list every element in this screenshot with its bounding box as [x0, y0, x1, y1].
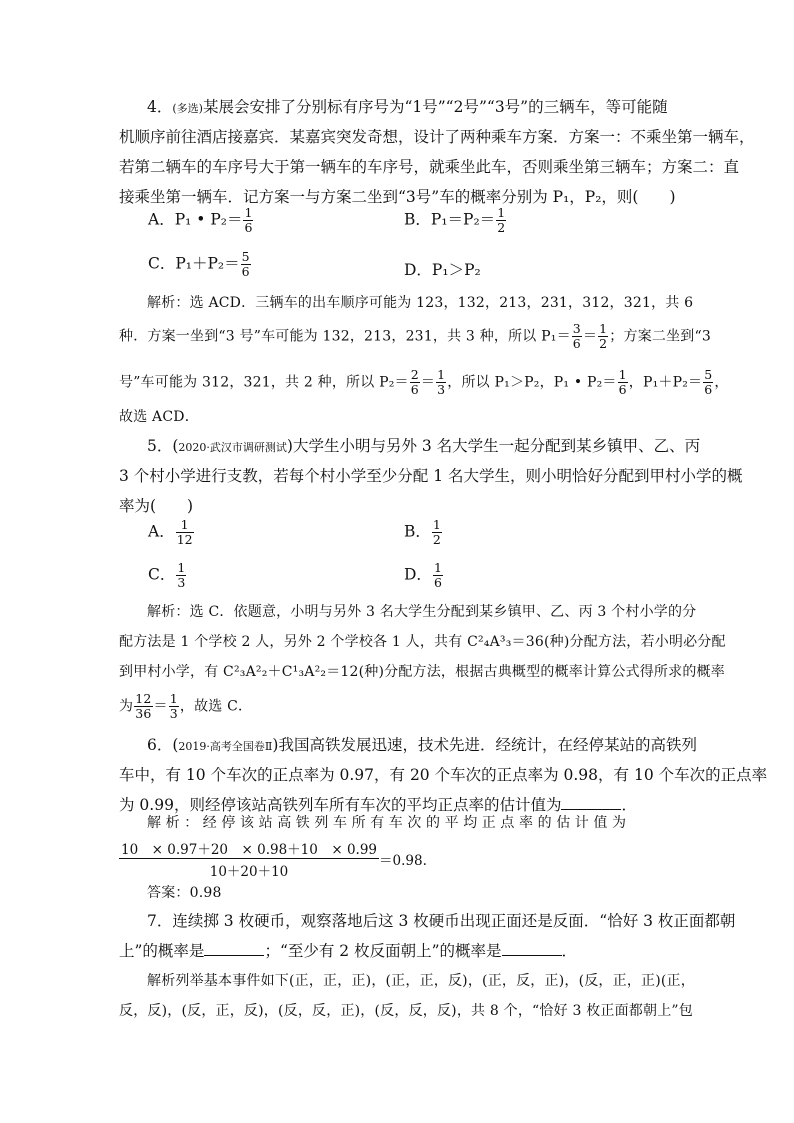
q7-solution-line1: 解析列举基本事件如下(正，正，正)，(正，正，反)，(正，反，正)，(反，正，正)(正，	[147, 973, 695, 989]
q5-line1: 5．(2020·武汉市调研测试)大学生小明与另外 3 名大学生一起分配到某乡镇甲、乙、丙	[147, 437, 701, 455]
q7-line2: 上”的概率是 ；“至少有 2 枚反面朝上”的概率是 ．	[119, 942, 578, 960]
q4-option-a: A．P₁ • P₂＝ $\frac{1}{6}$	[148, 205, 253, 235]
q4-line3: 若第二辆车的车序号大于第一辆车的车序号，就乘坐此车，否则乘坐第三辆车；方案二：直	[119, 158, 740, 176]
q7-line1: 7．连续掷 3 枚硬币，观察落地后这 3 枚硬币出现正面还是反面．“恰好 3 枚正面都朝	[147, 912, 736, 930]
q5-option-b: B． $\frac{1}{2}$	[404, 517, 441, 547]
q5-solution-line1: 解析：选 C．依题意，小明与另外 3 名大学生分配到某乡镇甲、乙、丙 3 个村小学的分	[147, 604, 697, 620]
q6-line2: 车中，有 10 个车次的正点率为 0.97，有 20 个车次的正点率为 0.98，有 10 个车次的正点率	[119, 766, 768, 784]
q4-line1: 4．(多选)某展会安排了分别标有序号为“1号”“2号”“3号”的三辆车，等可能随	[147, 98, 668, 116]
q5-option-a: A． $\frac{1}{12}$	[148, 517, 193, 547]
q5-line2: 3 个村小学进行支教，若每个村小学至少分配 1 名大学生，则小明恰好分配到甲村小学的概	[119, 467, 743, 485]
q4-option-b: B．P₁＝P₂＝ $\frac{1}{2}$	[404, 205, 506, 235]
q4-line4: 接乘坐第一辆车．记方案一与方案二坐到“3号”车的概率分别为 P₁，P₂，则( )	[119, 188, 676, 206]
q7-solution-line2: 反，反)，(反，正，反)，(反，反，正)，(反，反，反)，共 8 个，“恰好 3 枚正面都朝上”包	[119, 1003, 693, 1019]
q5-option-d: D． $\frac{1}{6}$	[404, 560, 442, 590]
q6-solution-line1: 解析：经停该站高铁列车所有车次的平均正点率的估计值为	[147, 815, 631, 831]
q4-option-c: C．P₁＋P₂＝ $\frac{5}{6}$	[148, 249, 250, 279]
q5-option-c: C． $\frac{1}{3}$	[148, 560, 186, 590]
q6-solution-fraction: $\frac{10 \times 0.97+20 \times 0.98+10 \times 0.99}{10+20+10}$ ＝0.98.	[119, 838, 427, 880]
q4-solution-line2: 种．方案一坐到“3 号”车可能为 132，213，231，共 3 种，所以 P₁＝ $\frac{3}{6}$ ＝ $\frac{1}{2}$ ；方案二坐到“3	[119, 321, 711, 351]
q4-solution-line4: 故选 ACD．	[119, 409, 199, 425]
q7-answer-blank-2[interactable]	[502, 941, 562, 956]
q6-answer-blank[interactable]	[561, 795, 621, 810]
q4-option-d: D．P₁＞P₂	[404, 261, 481, 279]
q6-line3: 为 0.99，则经停该站高铁列车所有车次的平均正点率的估计值为 ．	[119, 796, 637, 814]
q6-answer: 答案：0.98	[147, 885, 222, 901]
q6-line1: 6．(2019·高考全国卷Ⅱ)我国高铁发展迅速，技术先进．经统计，在经停某站的高铁列	[147, 736, 697, 754]
q5-solution-line3: 到甲村小学，有 C²₃A²₂＋C¹₃A²₂＝12(种)分配方法，根据古典概型的概率计算公式得所求的概率	[119, 664, 725, 680]
q7-answer-blank-1[interactable]	[204, 941, 264, 956]
q4-solution-line3: 号”车可能为 312，321，共 2 种，所以 P₂＝ $\frac{2}{6}$ ＝ $\frac{1}{3}$ ，所以 P₁＞P₂，P₁ • P₂＝ $\frac{1}{6}$ ，P₁＋P₂＝ $\frac{5}{6}$ ，	[119, 367, 729, 397]
q5-solution-line2: 配方法是 1 个学校 2 人，另外 2 个学校各 1 人，共有 C²₄A³₃＝36(种)分配方法，若小明必分配	[119, 634, 726, 650]
q4-line2: 机顺序前往酒店接嘉宾．某嘉宾突发奇想，设计了两种乘车方案．方案一：不乘坐第一辆车，	[119, 128, 755, 146]
q4-solution-line1: 解析：选 ACD．三辆车的出车顺序可能为 123，132，213，231，312，321，共 6	[147, 295, 694, 311]
q5-solution-line4: 为 $\frac{12}{36}$ ＝ $\frac{1}{3}$ ，故选 C．	[119, 691, 253, 721]
q5-line3: 率为( )	[119, 497, 194, 515]
